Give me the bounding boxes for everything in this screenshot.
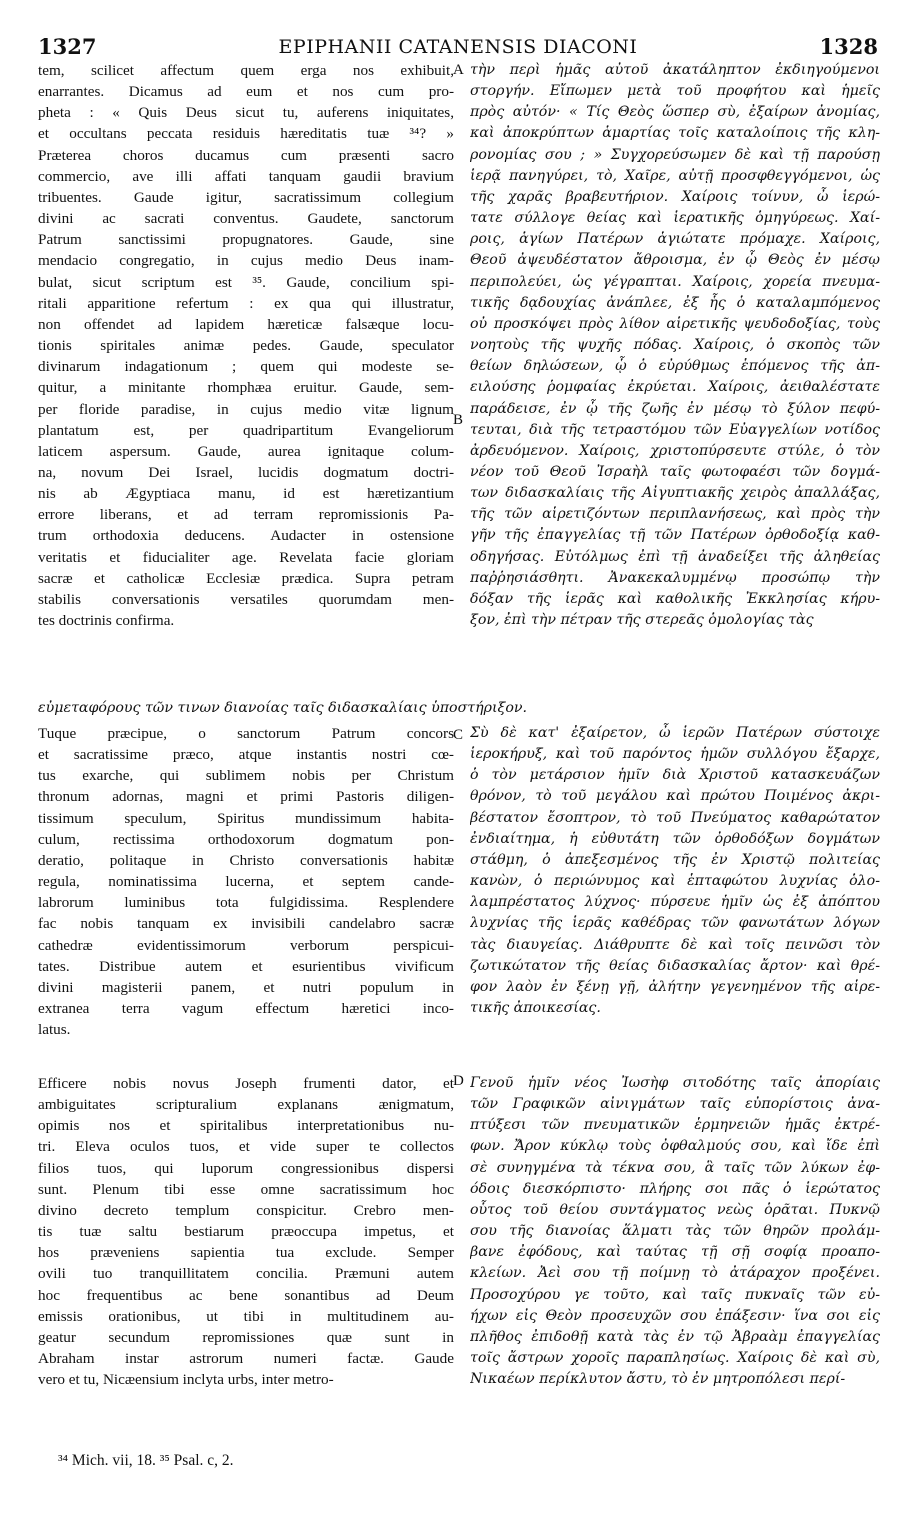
- text-line: τοῖς ἄστρων χοροῖς παραπλησίως. Χαίροις δὲ καὶ σὺ,: [470, 1350, 880, 1367]
- text-line: Abraham instar astrorum numeri factæ. Gaude: [38, 1350, 454, 1368]
- text-line: errore liberans, et ad terram repromissionis Pa-: [38, 506, 454, 524]
- text-line: tates. Distribue autem et esurientibus vivificum: [38, 957, 454, 975]
- text-line: thronum adornas, magni et primi Pastoris diligen-: [38, 788, 454, 806]
- text-line: ζωτικώτατον τῆς θείας διδασκαλίας ἄρτον· καὶ θρέ-: [470, 957, 880, 974]
- text-line: οὐ προσκόψει πρὸς λίθον αἱρετικῆς ψευδοδοξίας, τοὺς: [470, 315, 880, 332]
- text-line: tissimum speculum, Spiritus mundissimum habita-: [38, 809, 454, 827]
- text-line: cathedræ evidentissimorum verborum perspicui-: [38, 936, 454, 954]
- text-line: et sacratissime præco, atque instantis nostri cœ-: [38, 746, 454, 764]
- text-line: Σὺ δὲ κατ' ἐξαίρετον, ὦ ἱερῶν Πατέρων σύστοιχε: [470, 725, 880, 741]
- section-marker-c: C: [453, 727, 464, 743]
- text-line: τικῆς ἀποικεσίας.: [470, 1000, 601, 1017]
- text-line: θείων δηλώσεων, ᾧ ὁ εὐρύθμως ἑπόμενος τῆς ἀπ-: [470, 358, 880, 375]
- page-number-right: 1328: [819, 34, 878, 59]
- text-line: enarrantes. Dicamus ad eum et nos cum pro-: [38, 83, 454, 101]
- text-line: τῶν Γραφικῶν αἰνιγμάτων ταῖς εὐπορίστοις ἀνα-: [470, 1096, 880, 1113]
- text-line: φων. Ἄρον κύκλῳ τοὺς ὀφθαλμούς σου, καὶ ἴδε ἐπὶ: [470, 1138, 880, 1155]
- text-line: νοητοὺς τῆς ψυχῆς πόδας. Χαίροις, ὁ σκοπὸς τῶν: [470, 337, 880, 354]
- running-title: EPIPHANII CATANENSIS DIACONI: [278, 36, 638, 58]
- text-line: ἱερᾷ πανηγύρει, τὸ, Χαῖρε, αὐτῇ προσφθεγγόμενοι, ὡς: [470, 167, 880, 184]
- text-line: πτύξεσι τῶν πνευματικῶν ἑρμηνειῶν ἡμᾶς ἐκτρέ-: [470, 1117, 880, 1134]
- text-line: Γενοῦ ἡμῖν νέος Ἰωσὴφ σιτοδότης ταῖς ἀπορίαις: [470, 1075, 880, 1091]
- text-line: per floride paradise, in cujus medio vitæ lignum: [38, 400, 454, 418]
- text-line: regula, nominatissima lucerna, et septem cande-: [38, 873, 454, 891]
- text-line: emissis orationibus, ut tibi in multitudinem au-: [38, 1307, 454, 1325]
- text-line: πλῆθος ἐπιδοθῇ κατὰ τὰς ἐν τῷ Ἀβραὰμ ἐπαγγελίας: [470, 1328, 880, 1345]
- text-line: et occultans peccata residuis hæreditatis tuæ ³⁴? »: [38, 125, 454, 143]
- text-line: τατε σύλλογε θείας καὶ ἱερατικῆς ὁμηγύρεως. Χαί-: [470, 210, 880, 227]
- latin-column-1: [38, 60, 454, 631]
- text-line: σὲ συνηγμένα τὰ τέκνα σου, ἃ ταῖς τῶν λύκων ἐφ-: [470, 1159, 880, 1176]
- text-line: tribuentes. Gaude igitur, sacratissimum collegium: [38, 188, 454, 206]
- footnotes: ³⁴ Mich. vii, 18. ³⁵ Psal. c, 2.: [58, 1452, 234, 1469]
- text-line: filios tuos, qui luporum congressionibus dispersi: [38, 1159, 454, 1177]
- text-line: ἐνδιαίτημα, ἡ εὐθυτάτη τῶν ὀρθοδόξων δογμάτων: [470, 830, 880, 847]
- text-line: Efficere nobis novus Joseph frumenti dator, et: [38, 1075, 454, 1092]
- text-line: Tuque præcipue, o sanctorum Patrum concors: [38, 725, 454, 742]
- text-line: bulat, sicut scriptum est ³⁵. Gaude, concilium spi-: [38, 273, 454, 291]
- text-line: pheta : « Quis Deus sicut tu, auferens iniquitates,: [38, 104, 454, 122]
- text-line: deratio, politaque in Christo conversationis habitæ: [38, 851, 454, 869]
- text-line: δόξαν τῆς ἱερᾶς καὶ καθολικῆς Ἐκκλησίας κήρυ-: [470, 590, 880, 607]
- text-line: τῆς χαρᾶς βραβευτήριον. Χαίροις τοίνυν, ὦ ἱερώ-: [470, 188, 880, 205]
- text-line: στοργήν. Εἴπωμεν μετὰ τοῦ προφήτου καὶ ἡμεῖς: [470, 83, 880, 100]
- text-line: Patrum sanctissimi propugnatores. Gaude, sine: [38, 231, 454, 249]
- text-line: tionis spiritales animæ pedes. Gaude, speculator: [38, 337, 454, 355]
- text-line: ovili tuo tranquillitatem concilia. Præmuni autem: [38, 1265, 454, 1283]
- text-line: φον λαὸν ἐν ξένῃ γῇ, ἀλήτην γεγενημένον τῆς αἱρε-: [470, 978, 880, 995]
- greek-full-width-line: εὐμεταφόρους τῶν τινων διανοίας ταῖς διδασκαλίαις ὑποστήριξον.: [38, 700, 527, 716]
- text-line: Προσοχύρου γε τοῦτο, καὶ ταῖς πυκναῖς τῶν εὐ-: [470, 1286, 880, 1303]
- greek-column-1: [470, 60, 880, 631]
- text-line: divini magisterii panem, et nutri populum in: [38, 978, 454, 996]
- text-line: commercio, ave illi affati tanquam gaudii bravium: [38, 167, 454, 185]
- text-line: plantatum est, per quadripartitum Evangeliorum: [38, 421, 454, 439]
- text-line: divini ac sacrati conventus. Gaudete, sanctorum: [38, 210, 454, 228]
- text-line: κανὼν, ὁ περιώνυμος καὶ ἑπταφώτου λυχνίας ὁλο-: [470, 873, 880, 890]
- text-line: ὁ τὸν μετάρσιον ἡμῖν διὰ Χριστοῦ κατασκευάζων: [470, 767, 880, 784]
- page-header: [38, 34, 878, 60]
- text-line: tem, scilicet affectum quem erga nos exhibuit,: [38, 62, 454, 79]
- text-line: στάθμη, ὁ ἀπεξεσμένος τῆς ἐν Χριστῷ πολιτείας: [470, 851, 880, 868]
- text-line: οὗτος τοῦ θείου συντάγματος νεὼς ὁρᾶται. Πυκνῷ: [470, 1201, 880, 1218]
- text-line: βανε ἐφόδους, καὶ ταύτας τῇ σῇ σοφίᾳ προαπο-: [470, 1244, 880, 1261]
- text-line: sacræ et catholicæ Ecclesiæ prædica. Supra petram: [38, 569, 454, 587]
- text-line: divino decreto templum conspicitur. Crebro men-: [38, 1201, 454, 1219]
- text-line: παράδεισε, ἐν ᾧ τῆς ζωῆς ἐν μέσῳ τὸ ξύλον πεφύ-: [470, 400, 880, 417]
- text-line: na, novum Dei Israel, lucidis dogmatum doctri-: [38, 463, 454, 481]
- text-line: τικῆς δᾳδουχίας ἀνάπλεε, ἐξ ἧς ὁ καταλαμπόμενος: [470, 294, 880, 311]
- latin-column-3: [38, 1073, 454, 1390]
- text-line: γῆν τῆς ἐπαγγελίας τῇ τῶν Πατέρων ὀρθοδοξίᾳ καθ-: [470, 527, 880, 544]
- text-line: stabilis conversationis versatiles quorumdam men-: [38, 590, 454, 608]
- text-line: latus.: [38, 1021, 71, 1039]
- text-line: ρονομίας σου ; » Συγχορεύσωμεν δὲ καὶ τῇ παρούσῃ: [470, 146, 880, 163]
- text-line: σου τῆς διανοίας ἅλματι τὰς τῶν θηρῶν προλάμ-: [470, 1223, 880, 1240]
- text-line: tes doctrinis confirma.: [38, 612, 175, 630]
- text-line: Θεοῦ ἀψευδέστατον ἄθροισμα, ἐν ᾧ Θεὸς ἐν μέσῳ: [470, 252, 880, 269]
- section-marker-d: D: [453, 1073, 464, 1089]
- text-line: των διδασκαλίαις τῆς Αἰγυπτιακῆς χειρὸς ἀπαλλάξας,: [470, 485, 880, 502]
- text-line: ἱεροκήρυξ, καὶ τοῦ παρόντος ἡμῶν συλλόγου ἔξαρχε,: [470, 746, 880, 763]
- text-line: περιπολεύει, ὡς γέγραπται. Χαίροις, χορεία πνευμα-: [470, 273, 880, 290]
- text-line: trum orthodoxia deducens. Audacter in ostensione: [38, 527, 454, 545]
- text-line: ξον, ἐπὶ τὴν πέτραν τῆς στερεᾶς ὁμολογίας τὰς: [470, 612, 814, 629]
- greek-column-3: [470, 1073, 880, 1390]
- text-line: nis ab Ægyptiaca manu, id est hæretizantium: [38, 485, 454, 503]
- text-line: labrorum luminibus tota fulgidissima. Resplendere: [38, 894, 454, 912]
- text-line: vero et tu, Nicæensium inclyta urbs, inter metro-: [38, 1371, 334, 1389]
- text-line: veritatis et fiducialiter age. Revelata facie gloriam: [38, 548, 454, 566]
- text-line: βέστατον ἔσοπτρον, τὸ τοῦ Πνεύματος καθαρώτατον: [470, 809, 880, 826]
- text-line: quitur, a minitante rhomphæa eruitur. Gaude, sem-: [38, 379, 454, 397]
- text-line: extranea terra vagum effectum hæretici inco-: [38, 1000, 454, 1018]
- text-line: geatur secundum repromissiones quæ sunt in: [38, 1328, 454, 1346]
- text-line: tri. Eleva oculos tuos, et vide super te collectos: [38, 1138, 454, 1156]
- text-line: Νικαέων περίκλυτον ἄστυ, τὸ ἐν μητροπόλεσι περί-: [470, 1371, 846, 1388]
- text-line: παῤῥησιάσθητι. Ἀνακεκαλυμμένῳ προσώπῳ τὴν: [470, 569, 880, 586]
- text-line: mendacio congregatio, in cujus medio Deus inam-: [38, 252, 454, 270]
- page-number-left: 1327: [38, 34, 97, 59]
- text-line: culum, rectissima orthodoxorum dogmatum pon-: [38, 830, 454, 848]
- text-line: non offendet ad lapidem hæreticæ falsæque locu-: [38, 315, 454, 333]
- text-line: τῆς τῶν αἱρετιζόντων περιπλανήσεως, καὶ πρὸς τὴν: [470, 506, 880, 523]
- latin-column-2: [38, 723, 454, 1040]
- text-line: ritali apparitione refertum : ex qua qui illustratur,: [38, 294, 454, 312]
- text-line: τὴν περὶ ἡμᾶς αὐτοῦ ἀκατάληπτον ἐκδιηγούμενοι: [470, 62, 880, 78]
- text-line: λυχνίας τῆς ἱερᾶς καθέδρας τῶν φανωτάτων λόγων: [470, 915, 880, 932]
- text-line: ροις, ἁγίων Πατέρων ἁγιώτατε πρόμαχε. Χαίροις,: [470, 231, 880, 248]
- text-line: ήχων εἰς Θεὸν προσευχῶν σου ἐπάξεσιν· ἵνα σοι εἰς: [470, 1307, 880, 1324]
- text-line: opimis nos et spiritalibus interpretationibus nu-: [38, 1117, 454, 1135]
- text-line: κλείων. Ἀεὶ σου τῇ ποίμνῃ τὸ ἀτάραχον προξένει.: [470, 1265, 880, 1282]
- text-line: όδοις διεσκόρπιστο· πλήρης σοι πᾶς ὁ ἱερώτατος: [470, 1180, 880, 1197]
- text-line: θρόνον, τὸ τοῦ μεγάλου καὶ πρώτου Ποιμένος ἀκρι-: [470, 788, 880, 805]
- text-line: λαμπρέστατος λύχνος· πύρσευε ἡμῖν ὡς ἐξ ἀπόπτου: [470, 894, 880, 911]
- text-line: Præterea choros ducamus cum præsenti sacro: [38, 146, 454, 164]
- text-line: νέον τοῦ Θεοῦ Ἰσραὴλ ταῖς φωτοφαέσι τῶν δογμά-: [470, 463, 880, 480]
- text-line: sunt. Plenum tibi esse omne sacratissimum hoc: [38, 1180, 454, 1198]
- text-line: οδηγήσας. Εὐτόλμως ἐπὶ τῇ ἀναδείξει τῆς ἀληθείας: [470, 548, 880, 565]
- section-marker-a: A: [453, 62, 464, 78]
- text-line: divinarum indagationum ; quem qui modeste se-: [38, 358, 454, 376]
- text-line: tis tuæ saltu bestiarum præoccupa impetus, et: [38, 1223, 454, 1241]
- text-line: fac nobis tanquam ex invisibili candelabro sacræ: [38, 915, 454, 933]
- text-line: πρὸς αὐτόν· « Τίς Θεὸς ὥσπερ σὺ, ἐξαίρων ἀνομίας,: [470, 104, 880, 121]
- section-marker-b: B: [453, 412, 464, 428]
- text-line: ambiguitates scripturalium explanans ænigmatum,: [38, 1096, 454, 1114]
- text-line: hoc frequentibus ac bene sonantibus ad Deum: [38, 1286, 454, 1304]
- greek-column-2: [470, 723, 880, 1019]
- text-line: tus exarche, qui sublimem nobis per Christum: [38, 767, 454, 785]
- text-line: ἀρδευόμενον. Χαίροις, χριστοπύρσευτε στύλε, ὁ τὸν: [470, 442, 880, 459]
- text-line: hos præveniens sapientia tua exclude. Semper: [38, 1244, 454, 1262]
- text-line: τὰς διαυγείας. Διάθρυπτε δὲ καὶ τοῖς πεινῶσι τὸν: [470, 936, 880, 953]
- text-line: καὶ ἀποκρύπτων ἁμαρτίας τοῖς καταλοίποις τῆς κλη-: [470, 125, 880, 142]
- text-line: ειλούσης ῥομφαίας ἐκρύεται. Χαίροις, ἀειθαλέστατε: [470, 379, 880, 396]
- text-line: τευται, διὰ τῆς τετραστόμου τῶν Εὐαγγελίων νοτίδος: [470, 421, 880, 438]
- text-line: laticem aspersum. Gaude, aurea ignitaque colum-: [38, 442, 454, 460]
